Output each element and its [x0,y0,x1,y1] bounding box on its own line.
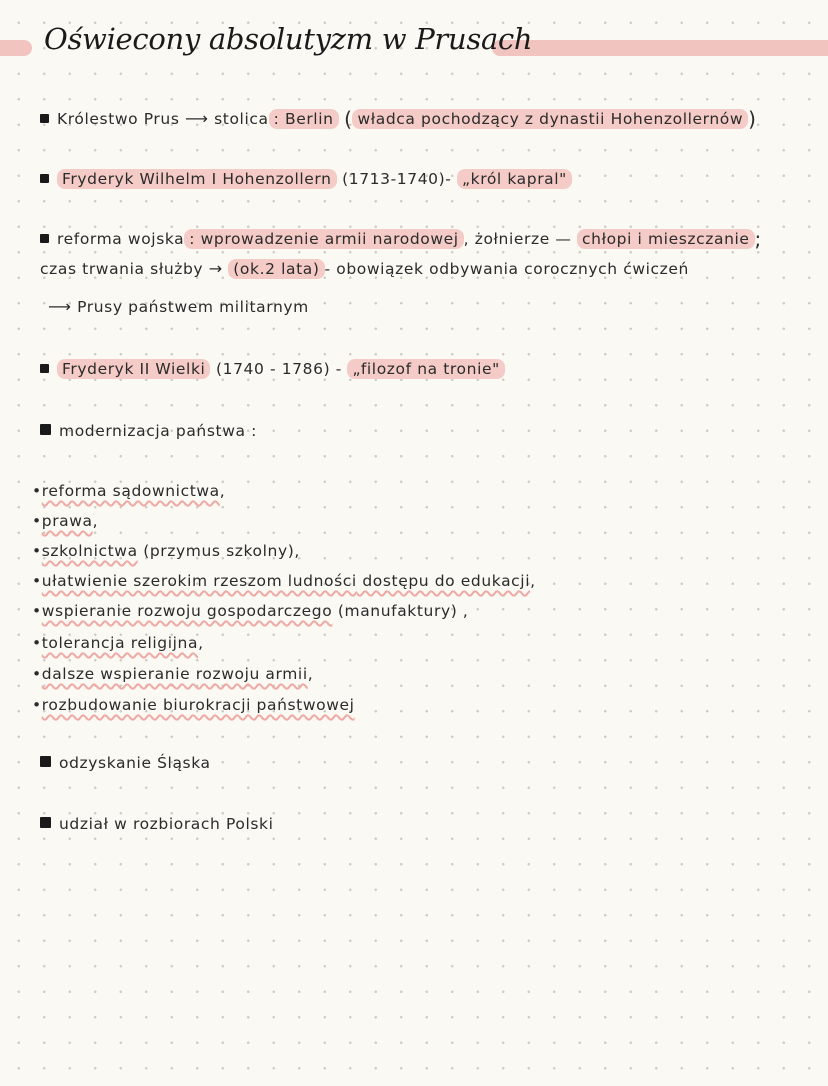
note-line-partitions: udział w rozbiorach Polski [40,813,274,835]
list-item: •dalsze wspieranie rozwoju armii, [32,665,314,683]
highlight-service-years: (ok.2 lata) [228,259,324,279]
arrow-right-icon: ⟶ [48,297,72,316]
note-line-frederick-william: Fryderyk Wilhelm I Hohenzollern (1713-1740)- „król kapral" [40,168,572,190]
highlight-peasants: chłopi i mieszczanie [577,229,755,249]
note-line-kingdom: Królestwo Prus ⟶ stolica : Berlin ( władca pochodzący z dynastii Hohenzollernów ) [40,108,757,130]
bullet-square-icon [40,234,49,243]
highlight-krol-kapral: „król kapral" [457,169,572,189]
list-item: •wspieranie rozwoju gospodarczego (manufaktury) , [32,602,469,620]
note-line-militarism: ⟶ Prusy państwem militarnym [48,297,309,316]
title-underline-right [492,40,828,56]
highlight-ruler: władca pochodzący z dynastii Hohenzollernów [352,109,748,129]
page-title: Oświecony absolutyzm w Prusach [44,22,533,56]
list-item: •prawa, [32,512,99,530]
title-underline-left [0,40,32,56]
note-line-frederick-great: Fryderyk II Wielki (1740 - 1786) - „filozof na tronie" [40,358,505,380]
list-item: •tolerancja religijna, [32,634,204,652]
highlight-philosopher: „filozof na tronie" [347,359,504,379]
highlight-capital: : Berlin [269,109,339,129]
bullet-square-icon [40,756,51,767]
list-item: •szkolnictwa (przymus szkolny), [32,542,300,560]
highlight-national-army: : wprowadzenie armii narodowej [184,229,463,249]
note-line-army-reform: reforma wojska : wprowadzenie armii narodowej , żołnierze — chłopi i mieszczanie ; [40,228,762,250]
bullet-square-icon [40,174,49,183]
note-line-modernization: modernizacja państwa : [40,420,257,442]
bullet-square-icon [40,364,49,373]
arrow-right-icon: ⟶ [185,109,209,128]
bullet-square-icon [40,424,51,435]
bullet-square-icon [40,817,51,828]
bullet-square-icon [40,114,49,123]
arrow-right-icon: → [208,259,223,278]
list-item: •rozbudowanie biurokracji państwowej [32,696,355,714]
note-line-service-time: czas trwania służby → (ok.2 lata) - obowiązek odbywania corocznych ćwiczeń [40,259,689,278]
highlight-frederick-great: Fryderyk II Wielki [57,359,210,379]
highlight-frederick-william: Fryderyk Wilhelm I Hohenzollern [57,169,337,189]
note-line-silesia: odzyskanie Śląska [40,752,211,774]
list-item: •reforma sądownictwa, [32,482,226,500]
list-item: •ułatwienie szerokim rzeszom ludności dostępu do edukacji, [32,572,536,590]
